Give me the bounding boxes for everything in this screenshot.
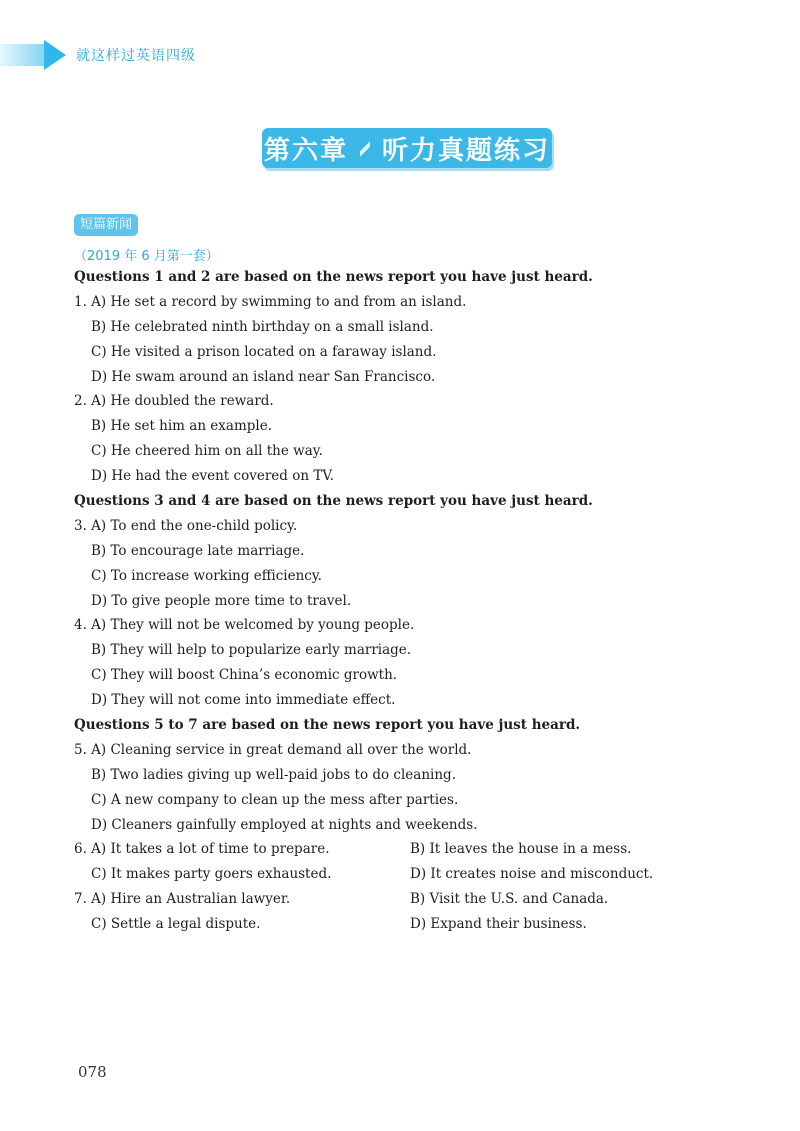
option-line: D) He had the event covered on TV. <box>91 468 335 485</box>
question-content <box>74 265 734 937</box>
header-band <box>0 44 44 66</box>
question-row <box>74 837 734 862</box>
group-heading: Questions 5 to 7 are based on the news report you have just heard. <box>74 717 581 734</box>
option-line: B) To encourage late marriage. <box>91 542 305 559</box>
option-line: C) They will boost China’s economic growth. <box>91 667 398 684</box>
option-cell: 7. A) Hire an Australian lawyer. <box>74 891 291 908</box>
question-row <box>74 912 734 937</box>
option-line: B) He set him an example. <box>91 418 272 435</box>
option-line: D) Cleaners gainfully employed at nights and weekends. <box>91 816 478 833</box>
option-line: C) He visited a prison located on a faraway island. <box>91 343 437 360</box>
group-heading: Questions 3 and 4 are based on the news report you have just heard. <box>74 493 593 510</box>
option-cell: D) It creates noise and misconduct. <box>410 866 654 883</box>
group-heading: Questions 1 and 2 are based on the news report you have just heard. <box>74 269 593 285</box>
chapter-title: 听力真题练习 <box>382 135 551 166</box>
option-cell: C) Settle a legal dispute. <box>91 916 261 933</box>
question-row <box>74 862 734 887</box>
option-line: C) A new company to clean up the mess after parties. <box>91 791 459 808</box>
exam-source: （2019 年 6 月第一套） <box>74 249 219 264</box>
chapter-separator <box>360 135 370 161</box>
option-line: D) To give people more time to travel. <box>91 592 352 609</box>
option-cell: B) Visit the U.S. and Canada. <box>410 891 609 908</box>
option-cell: B) It leaves the house in a mess. <box>410 841 632 858</box>
chapter-banner <box>262 128 552 168</box>
running-title: 就这样过英语四级 <box>76 48 196 64</box>
question-line: 5. A) Cleaning service in great demand all over the world. <box>74 741 472 758</box>
question-line: 2. A) He doubled the reward. <box>74 393 274 410</box>
question-line: 3. A) To end the one-child policy. <box>74 517 298 534</box>
option-line: C) To increase working efficiency. <box>91 567 322 584</box>
option-cell: D) Expand their business. <box>410 916 587 933</box>
option-line: C) He cheered him on all the way. <box>91 443 323 460</box>
header-arrow-icon <box>44 40 66 70</box>
option-line: B) They will help to popularize early marriage. <box>91 642 412 659</box>
option-cell: C) It makes party goers exhausted. <box>91 866 332 883</box>
page-number: 078 <box>78 1063 107 1081</box>
question-row <box>74 887 734 912</box>
section-tag: 短篇新闻 <box>74 214 138 236</box>
option-line: D) They will not come into immediate effect. <box>91 692 396 709</box>
option-cell: 6. A) It takes a lot of time to prepare. <box>74 841 330 858</box>
chapter-number: 第六章 <box>263 135 348 166</box>
question-line: 1. A) He set a record by swimming to and from an island. <box>74 293 467 310</box>
option-line: B) Two ladies giving up well-paid jobs to do cleaning. <box>91 766 456 783</box>
question-line: 4. A) They will not be welcomed by young people. <box>74 617 415 634</box>
option-line: D) He swam around an island near San Francisco. <box>91 368 436 385</box>
option-line: B) He celebrated ninth birthday on a small island. <box>91 318 434 335</box>
